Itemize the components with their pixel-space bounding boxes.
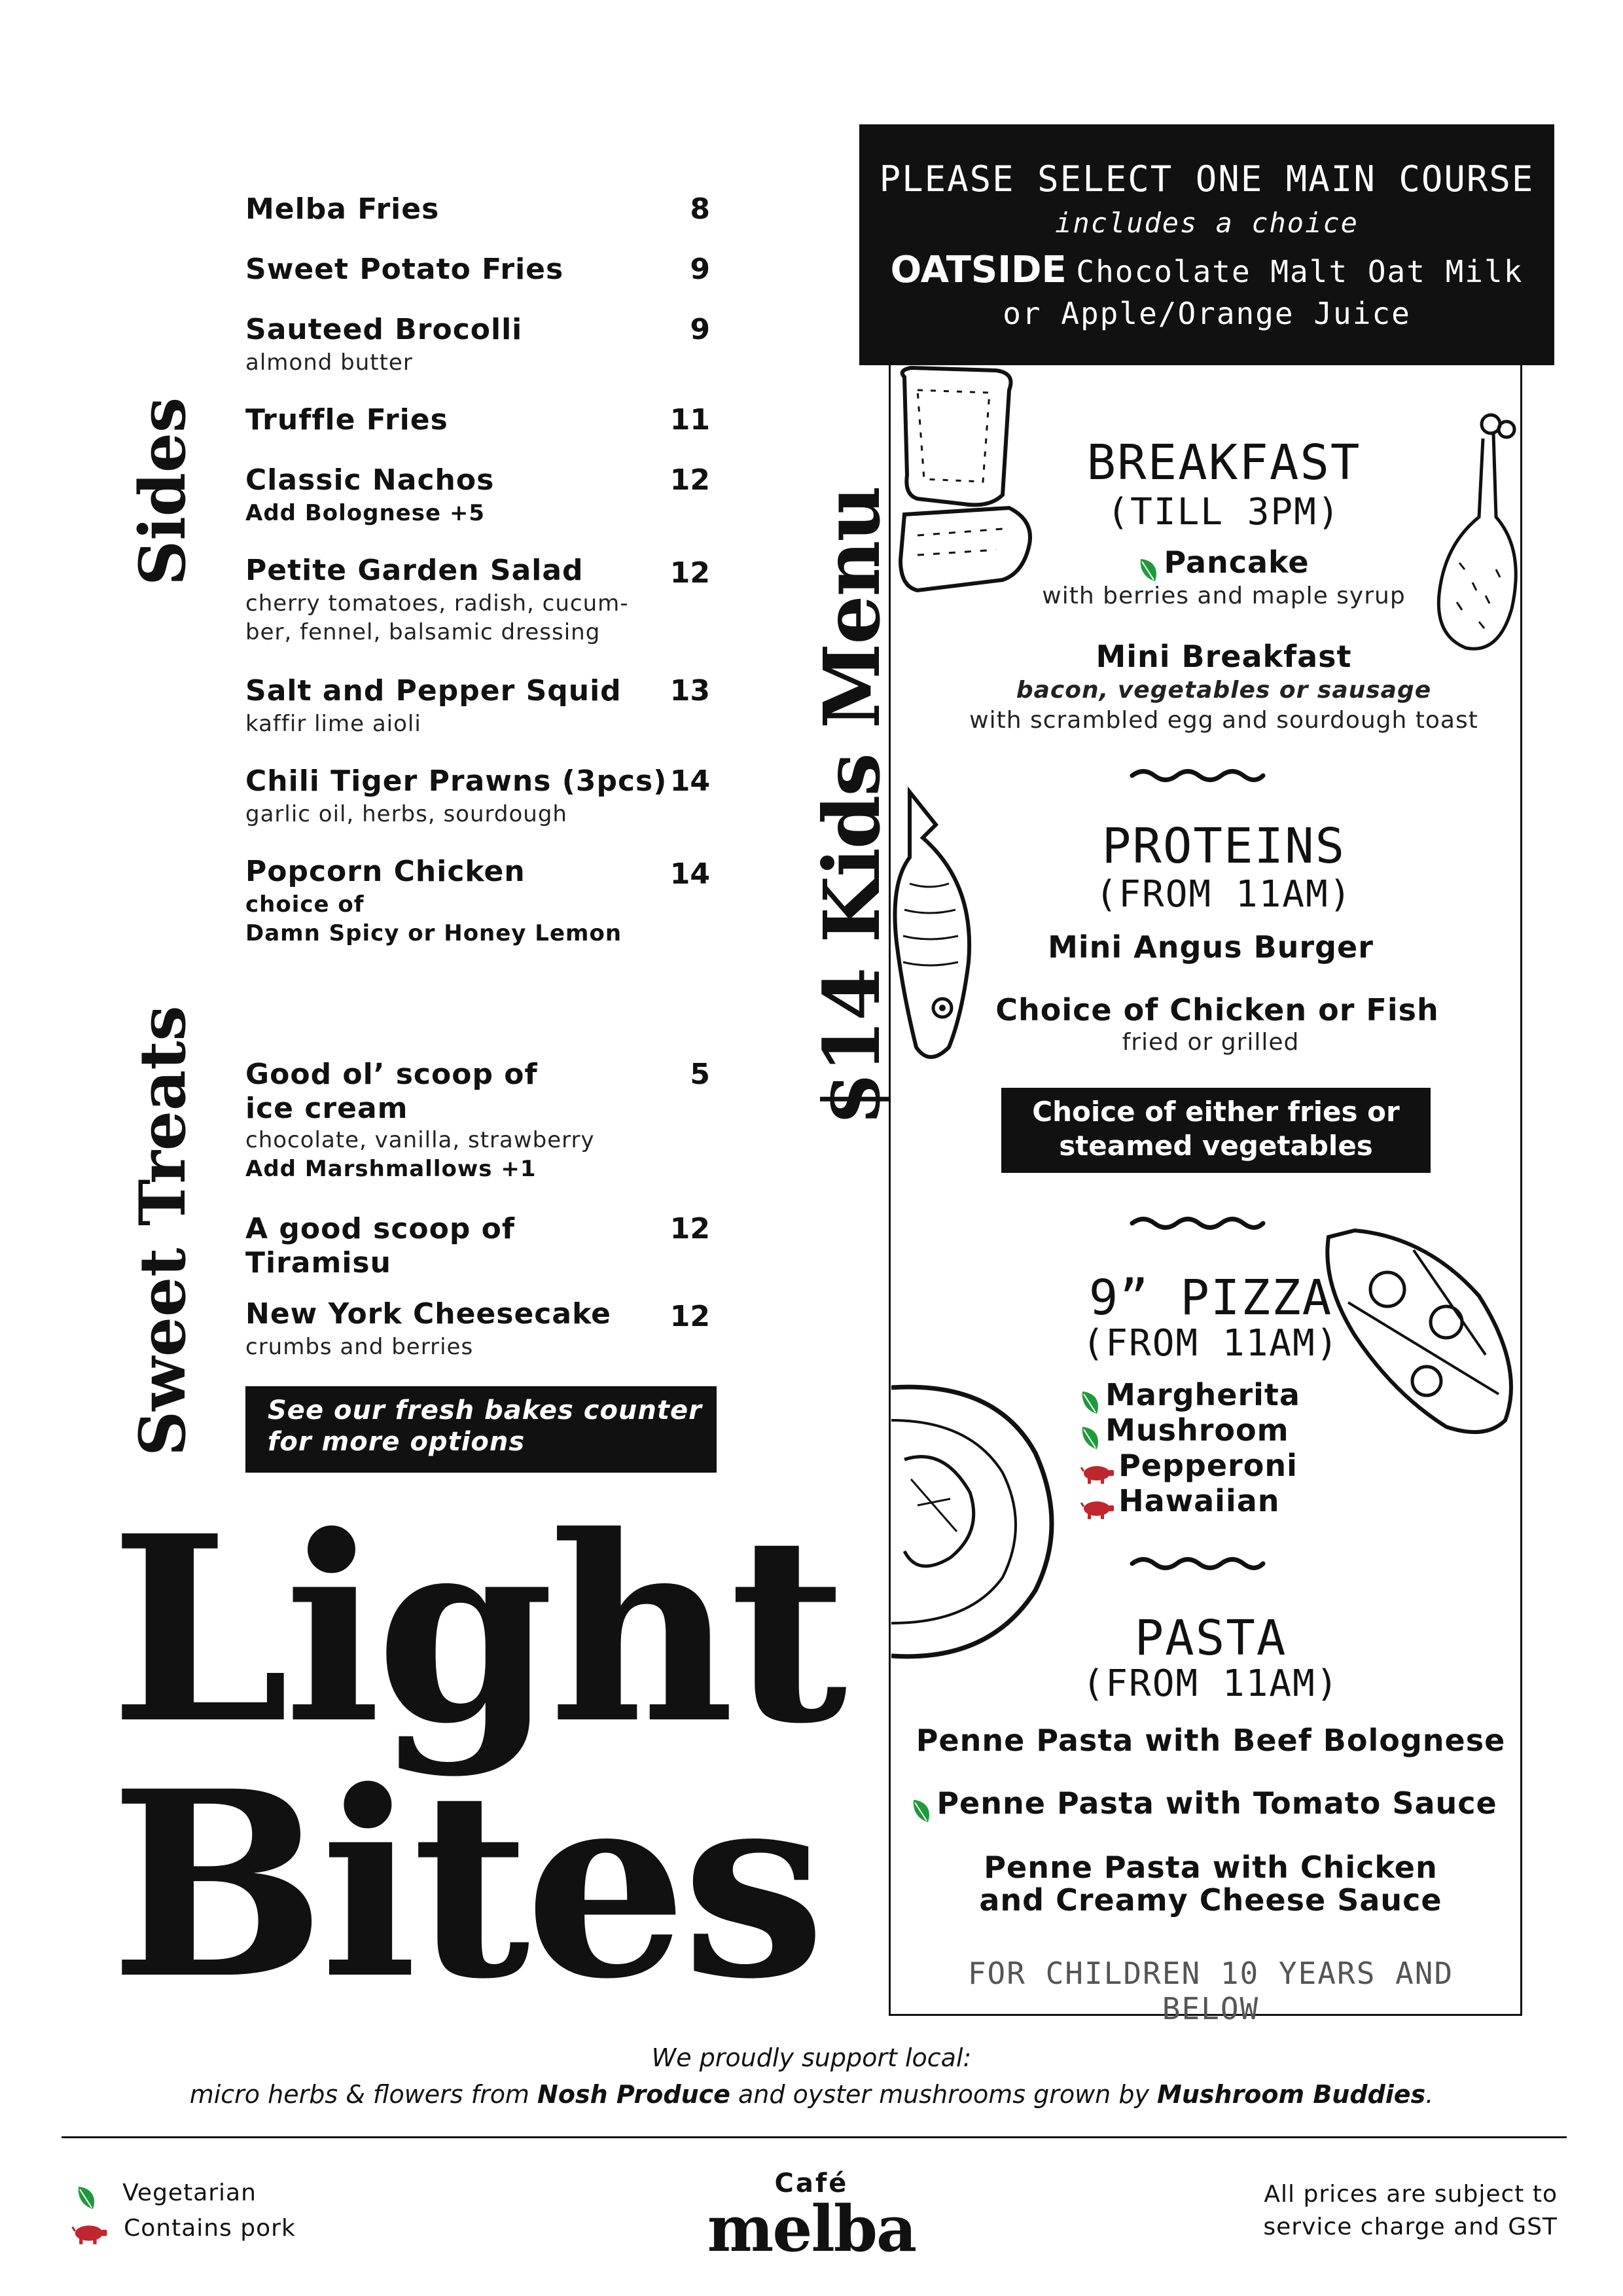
pasta-title: PASTA [1134, 1610, 1287, 1666]
banner-line3 [859, 249, 1554, 291]
sides-heading: Sides [126, 397, 200, 586]
chicken-leg-illustration-icon [1433, 412, 1525, 661]
menu-item-desc: cherry tomatoes, radish, cucum- [245, 590, 629, 617]
vegetarian-icon [1138, 556, 1160, 584]
mini-breakfast-desc: with scrambled egg and sourdough toast [969, 707, 1478, 734]
vegetarian-icon [76, 2184, 98, 2212]
pig-icon [71, 2221, 109, 2245]
pasta-bowl-illustration-icon [891, 1381, 1061, 1669]
menu-item-desc: almond butter [245, 350, 413, 376]
banner-line2: includes a choice [1055, 207, 1359, 239]
price-note-line2: service charge and GST [1263, 2214, 1558, 2240]
logo-cafe: Café [774, 2168, 849, 2198]
menu-item-name: Classic Nachos [245, 463, 495, 497]
menu-item-name: Truffle Fries [245, 403, 448, 437]
sweet-treats-heading: Sweet Treats [126, 1005, 200, 1456]
light-bites-title-line1: Light [110, 1480, 842, 1780]
wave-divider-icon [1129, 1213, 1266, 1233]
breakfast-subtitle: (TILL 3PM) [1107, 491, 1341, 533]
pizza-list [1080, 1377, 1355, 1518]
pancake-name: Pancake [1164, 545, 1310, 580]
vegetarian-icon [911, 1797, 933, 1825]
pizza-item [1080, 1412, 1355, 1448]
menu-item-addon: Add Bolognese +5 [245, 500, 485, 526]
nosh-produce: Nosh Produce [537, 2080, 730, 2109]
menu-item-name: ice cream [245, 1092, 408, 1125]
pizza-item-name: Mushroom [1105, 1412, 1289, 1448]
pizza-item-name: Pepperoni [1118, 1448, 1298, 1483]
toast-illustration-icon [891, 364, 1048, 606]
pasta-subtitle: (FROM 11AM) [1082, 1662, 1340, 1705]
pizza-item [1080, 1483, 1355, 1518]
banner-oatmilk: Chocolate Malt Oat Milk [1076, 254, 1524, 289]
support-text: . [1425, 2080, 1434, 2109]
proteins-subtitle: (FROM 11AM) [1095, 873, 1353, 916]
menu-item-desc: garlic oil, herbs, sourdough [245, 801, 567, 827]
mini-breakfast-options: bacon, vegetables or sausage [1016, 677, 1432, 704]
menu-item-price: 9 [690, 313, 710, 346]
menu-item-name: A good scoop of [245, 1212, 516, 1246]
menu-item-name: Tiramisu [245, 1246, 391, 1280]
pizza-item [1080, 1448, 1355, 1483]
sides-choice-line1: Choice of either fries or [1032, 1096, 1400, 1128]
menu-item-price: 13 [669, 674, 710, 708]
footer-divider [62, 2136, 1567, 2138]
breakfast-title: BREAKFAST [1086, 435, 1361, 491]
menu-item-addon: choice of [245, 891, 365, 918]
menu-item-name: Petite Garden Salad [245, 554, 584, 587]
pizza-item-name: Margherita [1105, 1377, 1300, 1412]
menu-item-name: Melba Fries [245, 192, 440, 226]
pig-icon [1080, 1498, 1115, 1520]
price-note [1243, 2178, 1558, 2244]
oatside-brand: OATSIDE [890, 249, 1067, 291]
menu-item-price: 12 [669, 556, 710, 590]
pizza-title: 9” PIZZA [1088, 1270, 1333, 1326]
mushroom-buddies: Mushroom Buddies [1157, 2080, 1426, 2109]
menu-item-name: Salt and Pepper Squid [245, 674, 622, 708]
legend-pork-label: Contains pork [124, 2215, 296, 2242]
pasta-chicken-line1: Penne Pasta with Chicken [984, 1850, 1438, 1885]
fresh-bakes-line1: See our fresh bakes counter [268, 1395, 702, 1426]
fish-illustration-icon [870, 785, 1001, 1067]
kids-menu-heading: $14 Kids Menu [806, 486, 897, 1126]
banner-line1: PLEASE SELECT ONE MAIN COURSE [879, 158, 1535, 200]
support-line1: We proudly support local: [651, 2043, 972, 2072]
menu-item-addon: Damn Spicy or Honey Lemon [245, 920, 622, 946]
mini-breakfast-name: Mini Breakfast [1096, 639, 1352, 674]
pasta-bolognese: Penne Pasta with Beef Bolognese [916, 1723, 1506, 1758]
legend-vegetarian-label: Vegetarian [122, 2179, 257, 2206]
menu-item-price: 11 [669, 403, 710, 437]
menu-item-addon: Add Marshmallows +1 [245, 1156, 537, 1182]
main-course-banner [859, 124, 1554, 365]
menu-item-price: 5 [690, 1058, 710, 1091]
logo-melba: melba [707, 2192, 916, 2266]
menu-item-name: Good ol’ scoop of [245, 1058, 538, 1091]
menu-item-desc: ber, fennel, balsamic dressing [245, 619, 601, 645]
pasta-tomato: Penne Pasta with Tomato Sauce [936, 1785, 1497, 1821]
chicken-fish-name: Choice of Chicken or Fish [995, 992, 1439, 1028]
menu-item-name: Chili Tiger Prawns (3pcs) [245, 764, 668, 798]
menu-item-price: 12 [669, 463, 710, 497]
support-text: micro herbs & flowers from [189, 2080, 538, 2109]
pig-icon [1080, 1462, 1115, 1484]
banner-line4: or Apple/Orange Juice [1003, 296, 1411, 331]
fresh-bakes-line2: for more options [268, 1427, 526, 1457]
menu-item-name: Popcorn Chicken [245, 855, 526, 888]
menu-item-price: 12 [669, 1212, 710, 1246]
wave-divider-icon [1129, 766, 1266, 785]
sides-choice-box [1001, 1088, 1431, 1173]
menu-item-price: 8 [690, 192, 710, 226]
menu-item-name: Sauteed Brocolli [245, 313, 523, 346]
light-bites-title-line2: Bites [110, 1735, 821, 2035]
legend-pork [71, 2215, 296, 2245]
menu-item-price: 14 [669, 764, 710, 798]
pizza-item [1080, 1377, 1355, 1412]
sides-choice-line2: steamed vegetables [1059, 1130, 1373, 1162]
support-line2 [0, 2080, 1623, 2109]
menu-item-price: 12 [669, 1300, 710, 1333]
pizza-illustration-icon [1315, 1224, 1525, 1446]
menu-item-name: New York Cheesecake [245, 1297, 611, 1331]
support-text: and oyster mushrooms grown by [730, 2080, 1158, 2109]
menu-item-desc: chocolate, vanilla, strawberry [245, 1127, 595, 1153]
menu-item-price: 9 [690, 253, 710, 286]
menu-item-price: 14 [669, 857, 710, 891]
kids-age-note: FOR CHILDREN 10 YEARS AND BELOW [967, 1956, 1454, 2026]
mini-burger-name: Mini Angus Burger [1048, 929, 1374, 965]
wave-divider-icon [1129, 1554, 1266, 1573]
cafe-melba-logo [694, 2168, 929, 2266]
menu-item-desc: crumbs and berries [245, 1334, 474, 1360]
pasta-chicken-line2: and Creamy Cheese Sauce [979, 1882, 1442, 1918]
menu-item-name: Sweet Potato Fries [245, 253, 564, 286]
fresh-bakes-note [245, 1386, 717, 1473]
pizza-item-name: Hawaiian [1118, 1483, 1280, 1518]
pancake-desc: with berries and maple syrup [1042, 583, 1406, 609]
legend-vegetarian [76, 2179, 257, 2212]
chicken-fish-desc: fried or grilled [1122, 1029, 1300, 1056]
pasta-tomato-row [897, 1785, 1512, 1825]
pizza-subtitle: (FROM 11AM) [1082, 1322, 1340, 1365]
proteins-title: PROTEINS [1101, 818, 1346, 874]
menu-item-desc: kaffir lime aioli [245, 711, 421, 737]
price-note-line1: All prices are subject to [1264, 2181, 1558, 2208]
